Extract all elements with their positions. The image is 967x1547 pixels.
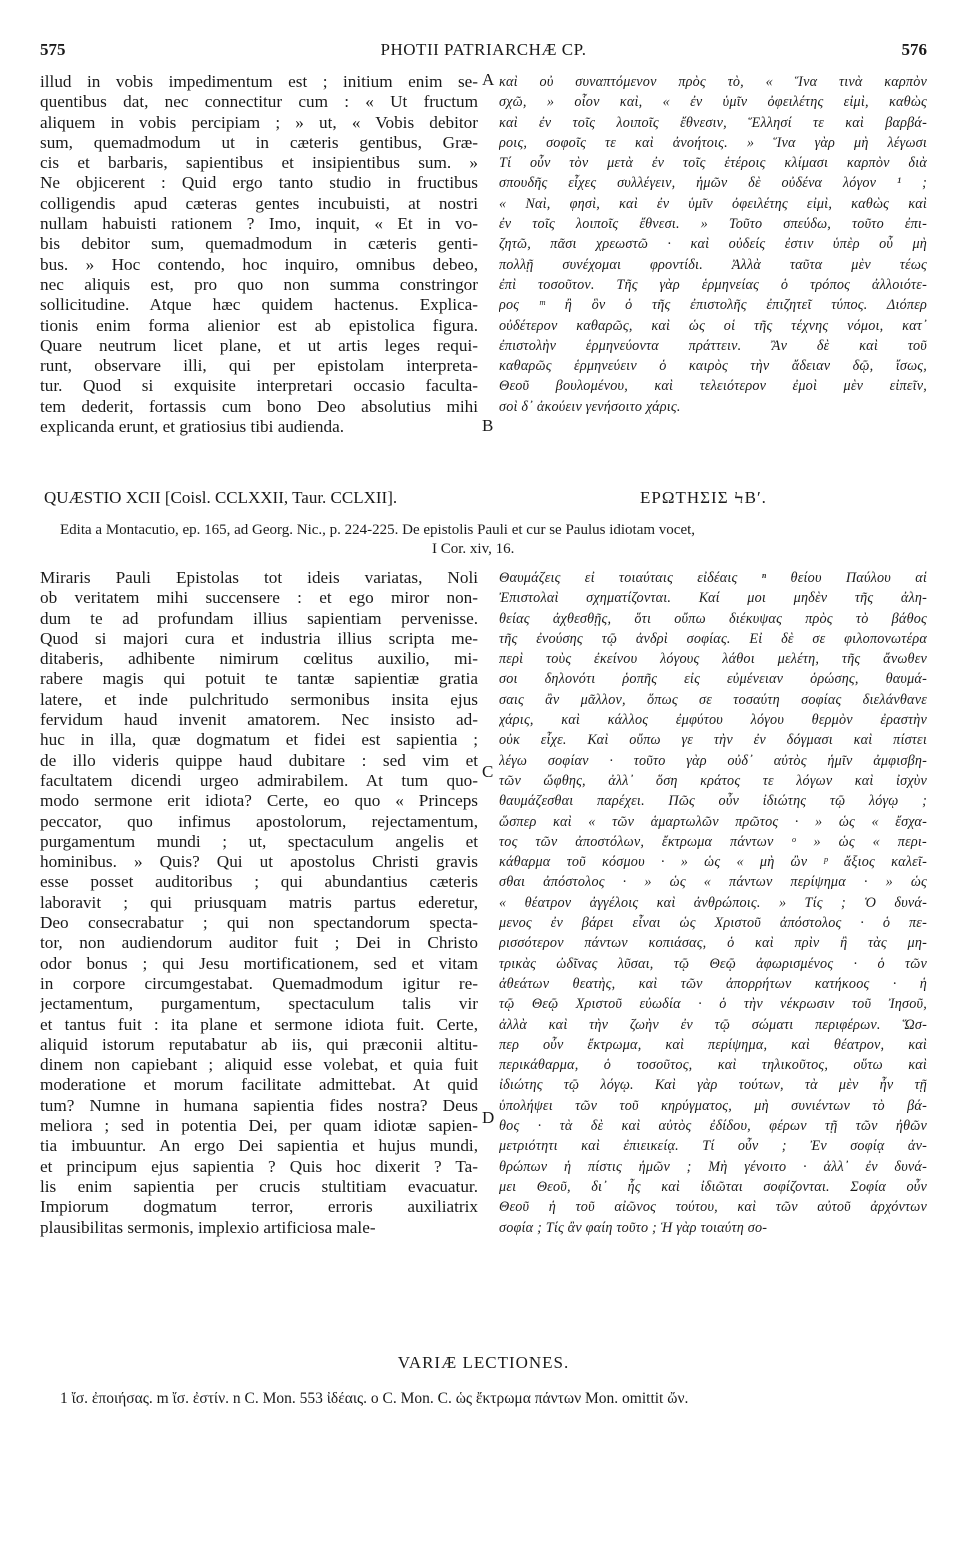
running-title: PHOTII PATRIARCHÆ CP. [380, 40, 587, 59]
text-line: σοὶ δ᾽ ἀκούειν γενήσοιτο χάρις. [499, 398, 681, 415]
text-line: quentibus dat, nec connectitur cum : « Ut fructum [40, 92, 478, 112]
text-line: ἐπὶ τοσοῦτον. Τῆς γὰρ ἑρμηνείας ὁ τρόπος ἀλλοιότε- [499, 276, 927, 293]
variae-lectiones-text: 1 ἴσ. ἐποιήσας. m ἴσ. ἐστίν. n C. Mon. 553 ἰδέαις. o C. Mon. C. ὡς ἔκτρωμα πάντων Mon. omittit ὤν. [60, 1390, 689, 1407]
text-line: dum te ad profundam illius sapientiam pervenisse. [40, 608, 478, 628]
text-line: sollicitudine. Atque hæc quidem hactenus. Explica- [40, 295, 478, 315]
text-line: θρώπων ἡ πίστις ἡμῶν ; Μὴ γένοιτο · ἀλλ᾽ ἐν δυνά- [499, 1158, 927, 1175]
edition-note-reference: I Cor. xiv, 16. [432, 541, 515, 557]
text-line: Τί οὖν τὸν μετὰ ἐν τοῖς ἑτέροις κλίμασι καρπὸν διὰ [499, 155, 927, 172]
text-line: purgamentum mundi ; ut, spectaculum angelis et [40, 831, 478, 851]
text-line: huc in illa, quæ dogmatum et fidei est sapientia ; [40, 730, 478, 750]
text-line: explicanda erunt, et gratiosius tibi audienda. [40, 417, 345, 437]
text-line: σοι δηλονότι ῥοπῆς εἰς εὐμένειαν ὁρώσης, θαυμά- [499, 671, 927, 688]
text-line: tionis enim forma alienior est ab epistolica figura. [40, 315, 478, 335]
text-line: plausibilitas sermonis, implexio artificiosa male- [40, 1217, 376, 1237]
text-line: et tantus fuit : ita plane et sermone idiota fuit. Certe, [40, 1014, 478, 1034]
edition-note-line: Edita a Montacutio, ep. 165, ad Georg. Nic., p. 224-225. De epistolis Pauli et cur se Paulus idiotam vocet, [60, 522, 696, 538]
text-line: καὶ οὐ συναπτόμενον πρὸς τὸ, « Ἵνα τινὰ καρπὸν [499, 74, 927, 90]
text-line: laboravit ; qui priusquam matris partus ederetur, [40, 892, 478, 912]
text-line: et principum ejus sapientia ? Quis hoc dixerit ? Ta- [40, 1156, 478, 1176]
text-line: ρισσότερον πάντων κοπιάσας, ὁ καὶ πρὶν ἢ τὰς μη- [499, 935, 927, 952]
text-line: illud in vobis impedimentum est ; initium enim se- [40, 72, 478, 91]
text-line: τρικὰς ὠδῖνας λῦσαι, τῷ Θεῷ ἀφωρισμένος · ὁ τῶν [499, 955, 927, 972]
text-line: in corpore circumgestabat. Quemadmodum igitur re- [40, 973, 478, 993]
page-number-right: 576 [901, 40, 927, 59]
greek-column-top [499, 72, 927, 417]
text-line: ρος ᵐ ἢ ὃν ὁ τῆς ἐπιστολῆς ἐπιζητεῖ τύπος. Διόπερ [499, 297, 927, 314]
margin-marker-a: A [482, 70, 495, 89]
question-heading-greek: ΕΡΩΤΗΣΙΣ ϞΒʹ. [640, 488, 767, 507]
text-line: jectamentum, purgamentum, spectaculum talis vir [40, 994, 478, 1014]
margin-marker-c: C [482, 762, 494, 781]
text-line: σαις ἂν μᾶλλον, ὅπως σε τοσαύτη σοφίας διελάνθανε [499, 691, 927, 708]
text-line: τῶν ὤφθης, ἀλλ᾽ ὅση κράτος τε λόγων καὶ ἰσχὺν [499, 772, 927, 789]
text-line: σοφία ; Τίς ἂν φαίη τοῦτο ; Ἡ γὰρ τοιαύτη σο- [499, 1219, 768, 1236]
text-line: tor, non audiendorum auditor fuit ; Dei in Christo [40, 933, 478, 953]
text-line: περικάθαρμα, ὁ τοσοῦτος, καὶ τηλικοῦτος, οὕτω καὶ [499, 1057, 927, 1074]
text-line: ditaberis, adhibente nimirum cœlitus auxilio, mi- [40, 649, 478, 669]
margin-marker-d: D [482, 1108, 495, 1127]
text-line: τῆς ἐνούσης τῷ ἀνδρὶ σοφίας. Εἰ δὲ σε φιλοπονωτέρα [499, 630, 927, 647]
text-line: facultatem dicendi urgeo admirabilem. At tum quo- [40, 770, 478, 790]
text-line: Θεοῦ ἡ τοῦ αἰῶνος τούτου, καὶ τῶν αὐτοῦ ἀρχόντων [499, 1199, 927, 1216]
text-line: tem dederit, fortassis cum bono Deo absolutius mihi [40, 396, 478, 416]
text-line: λέγω σοφίαν · τοῦτο γὰρ οὐδ᾽ αὐτὸς ἡμῖν ἀμφισβη- [499, 752, 927, 769]
variae-lectiones-heading: VARIÆ LECTIONES. [397, 1353, 570, 1372]
text-line: hominibus. » Quis? Qui ut apostolus Christi gravis [40, 852, 478, 872]
text-line: rabere magis qui potuit te tantæ sapientiæ gratia [40, 669, 478, 689]
text-line: meliora ; sed in potentia Dei, per quam idiotæ sapien- [40, 1116, 478, 1136]
text-line: Quod si majori cura et industria illius scripta me- [40, 628, 478, 648]
text-line: οὐδέτερον καθαρῶς, καὶ ὡς οἱ τῆς τέχνης νόμοι, κατ᾽ [499, 317, 927, 334]
text-line: ἐν τοῖς λοιποῖς ἔθνεσι. » Τοῦτο σπεύδω, τοῦτο ἐπι- [499, 216, 927, 233]
text-line: κάθαρμα τοῦ κόσμου · » ὡς « μὴ ὢν ᵖ ἄξιος καλεῖ- [499, 854, 927, 871]
text-line: modo sermone erit idiota? Certe, eo quo « Princeps [40, 791, 478, 811]
text-line: nec aliquis est, pro quo non summa constringor [40, 274, 478, 294]
text-line: ροις, σοφοῖς τε καὶ ἀνοήτοις. » Ἵνα γὰρ μὴ λέγωσι [499, 134, 927, 151]
text-line: οὐκ εἶχε. Καὶ οὔπω γε τὴν ἐν δόγμασι καὶ πίστει [499, 732, 927, 749]
greek-column-bottom [499, 568, 927, 1238]
text-line: tur. Quod si exquisite interpretari occasio faculta- [40, 376, 478, 396]
text-line: « Ναὶ, φησὶ, καὶ ἐν ὑμῖν ὀφειλέτης εἰμὶ, καθὼς καὶ [499, 195, 927, 212]
text-line: tia imbuuntur. An ergo Dei sapientia et hujus mundi, [40, 1136, 478, 1156]
text-line: peccator, quo infimus apostolorum, rejectamentum, [40, 811, 478, 831]
latin-column-top [40, 72, 478, 437]
text-line: θαυμάζεσθαι παρέχει. Πῶς οὖν ἰδιώτης τῷ λόγῳ ; [499, 793, 927, 810]
latin-column-bottom [40, 568, 478, 1238]
text-line: ob veritatem mihi succensere : et ego miror non- [40, 588, 478, 608]
question-heading-latin: QUÆSTIO XCII [Coisl. CCLXXII, Taur. CCLXII]. [44, 488, 398, 507]
text-line: Deo consecrabatur ; qui non spectandorum specta- [40, 913, 478, 933]
text-line: cis et barbaris, sapientibus et insipientibus sum. » [40, 153, 478, 173]
text-line: σπουδῆς εἶχες συλλέγειν, ἡμῶν δὲ οὐδένα λόγον ¹ ; [499, 175, 927, 192]
text-line: Quare neutrum licet plane, et ut artis leges requi- [40, 335, 478, 355]
text-line: aliquid istorum reputabatur ab iis, qui præconii altitu- [40, 1034, 478, 1054]
text-line: tum? Numne in humana sapientia fides nostra? Deus [40, 1095, 478, 1115]
text-line: θείας ἀχθεσθῇς, ὅτι οὔπω διέκυψας πρὸς τὸ βάθος [499, 610, 927, 627]
text-line: colligendis apud cæteras gentes incubuisti, at nostri [40, 193, 478, 213]
text-line: ὥσπερ καὶ « τῶν ἁμαρτωλῶν πρῶτος · » ὡς « ἔσχα- [499, 813, 927, 830]
text-line: μενος ἐν βάρει εἶναι ὡς Χριστοῦ ἀπόστολος · ὁ πε- [499, 915, 927, 932]
text-line: σχῶ, » οἷον καὶ, « ἐν ὑμῖν ὀφειλέτης εἰμὶ, καθὼς [499, 94, 927, 111]
text-line: μετριότητι καὶ ἐπιεικείᾳ. Τί οὖν ; Ἐν σοφίᾳ ἀν- [499, 1138, 927, 1155]
text-line: Ne objicerent : Quid ergo tanto studio in fructibus [40, 173, 478, 193]
text-line: περ οὖν ἔκτρωμα, καὶ περίψημα, καὶ θέατρον, καὶ [499, 1036, 927, 1053]
page-header [40, 40, 927, 70]
text-line: θος · τὰ δὲ καὶ αὐτὸς ἐδίδου, φέρων τῇ τῶν ἠθῶν [499, 1118, 927, 1135]
text-line: μει Θεοῦ, δι᾽ ἧς καὶ ἰδιῶται σοφίζονται. Σοφία οὖν [499, 1178, 927, 1195]
text-line: καθαρῶς ἑρμηνεύειν ὁ καιρὸς τὴν ἄδειαν δῷ, ἴσως, [499, 358, 927, 375]
text-line: τος τῶν ἀποστόλων, ἔκτρωμα πάντων ᵒ » ὡς « περι- [499, 833, 927, 850]
text-line: nullam habuisti rationem ? Imo, inquit, « Et in vo- [40, 214, 478, 234]
edition-note [60, 521, 920, 559]
text-line: moderatione et morum facilitate admittebat. At quid [40, 1075, 478, 1095]
text-line: πολλῇ συνέχομαι φροντίδι. Ἀλλὰ ταῦτα μὲν τέως [499, 256, 927, 273]
text-line: esse posset auditoribus ; qui abundantius cæteris [40, 872, 478, 892]
text-line: de illo videris quippe haud dubitare : sed vim et [40, 750, 478, 770]
text-line: ἀθεάτων θεατὴς, καὶ τῶν ἀπορρήτων κατήκοος · ἡ [499, 975, 927, 992]
text-line: Impiorum dogmatum terror, erroris auxiliatrix [40, 1197, 478, 1217]
text-line: « θέατρον ἀγγέλοις καὶ ἀνθρώποις. » Τίς ; Ὁ δυνά- [499, 894, 927, 911]
text-line: lis enim sapientia per crucis stultitiam evacuatur. [40, 1176, 478, 1196]
text-line: Θαυμάζεις εἰ τοιαύταις εἰδέαις ⁿ θείου Παύλου αἱ [499, 570, 927, 586]
text-line: bis debitor sum, quemadmodum in cæteris genti- [40, 234, 478, 254]
text-line: ἀλλὰ καὶ τὴν ζωὴν ἐν τῷ σώματι περιφέρων. Ὥσ- [499, 1016, 927, 1033]
text-line: τῷ Θεῷ Χριστοῦ εὐωδία · ὁ τὴν νέκρωσιν τοῦ Ἰησοῦ, [499, 996, 927, 1013]
text-line: καὶ ἐν τοῖς λοιποῖς ἔθνεσιν, Ἕλλησί τε καὶ βαρβά- [499, 114, 927, 131]
text-line: ἰδιώτης τῷ λόγῳ. Καὶ γὰρ τούτων, τὰ μὲν ἦν τῇ [499, 1077, 927, 1094]
text-line: bus. » Hoc contendo, hoc inquiro, omnibus debeo, [40, 254, 478, 274]
text-line: σθαι ἀπόστολος · » ὡς « πάντων περίψημα · » ὡς [499, 874, 927, 891]
text-line: odor bonus ; qui Jesu mortificationem, sed et vitam [40, 953, 478, 973]
text-line: sum, quemadmodum ut in cæteris gentibus, Græ- [40, 132, 478, 152]
text-line: Ἐπιστολαὶ σχηματίζονται. Καί μοι μηδὲν τῆς ἀλη- [499, 590, 927, 607]
text-line: ζητῶ, πᾶσι χρεωστῶ · καὶ οὐδείς ἐστιν ὑπὲρ οὗ μὴ [499, 236, 927, 253]
text-line: ὑπολήψει τῶν τοῦ κηρύγματος, μὴ συνιέντων τὸ βά- [499, 1097, 927, 1114]
text-line: aliquem in vobis percipiam ; » ut, « Vobis debitor [40, 112, 478, 132]
text-line: fervidum haud invenit amatorem. Nec insisto ad- [40, 710, 478, 730]
text-line: ἐπιστολὴν ἑρμηνεύοντα πράττειν. Ἂν δὲ καὶ τοῦ [499, 337, 927, 354]
text-line: latere, et inde pulchritudo sermonibus insita ejus [40, 689, 478, 709]
text-line: runt, observare illi, qui per epistolam interpreta- [40, 356, 478, 376]
text-line: Miraris Pauli Epistolas tot ideis variatas, Noli [40, 568, 478, 587]
margin-marker-b: B [482, 416, 494, 435]
text-line: χάρις, καὶ κάλλος ἐμφύτου λόγου θερμὸν ἐραστὴν [499, 712, 927, 729]
text-line: Θεοῦ βουλομένου, καὶ τελειότερον ἐμοὶ μὲν εἰπεῖν, [499, 378, 927, 395]
text-line: dinem non capiebant ; aliquid esse volebat, et quia fuit [40, 1055, 478, 1075]
page-number-left: 575 [40, 40, 66, 59]
text-line: περὶ τοὺς ἐκείνου λόγους λάθοι μελέτη, τῆς ἄνωθεν [499, 651, 927, 668]
